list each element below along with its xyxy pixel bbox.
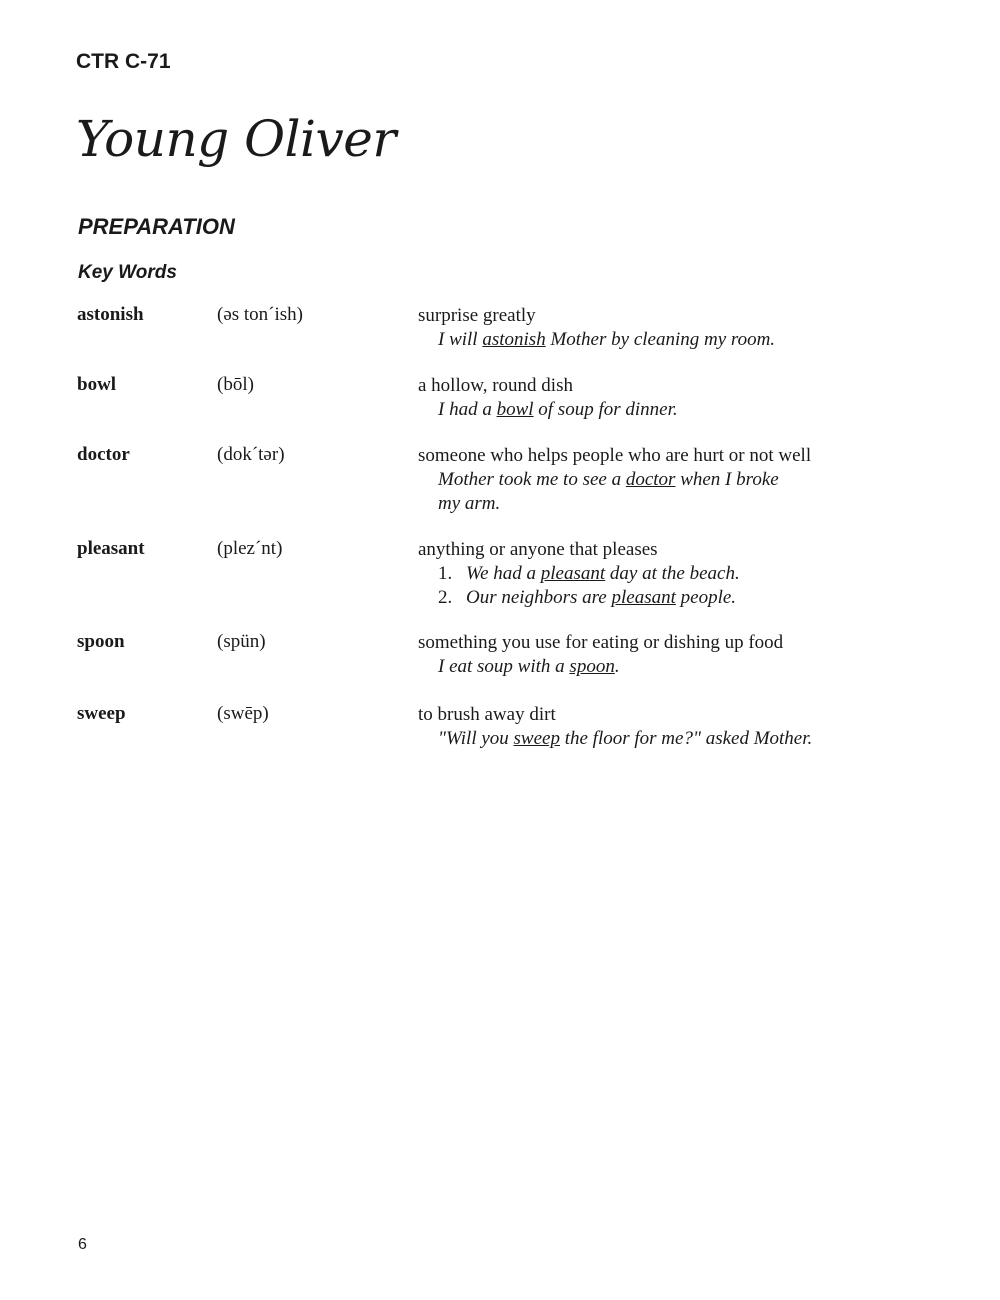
example-number: 2. [438, 587, 453, 608]
entry-word: spoon [77, 631, 125, 652]
example-number: 1. [438, 563, 453, 584]
entry-word: bowl [77, 374, 117, 395]
entry-definition-block [418, 304, 918, 352]
page-title: Young Oliver [76, 110, 396, 168]
entry-word: sweep [77, 703, 126, 724]
entry-definition: someone who helps people who are hurt or not well [418, 445, 812, 466]
example-keyword: astonish [482, 329, 546, 350]
entry-word: pleasant [77, 538, 145, 559]
entry-definition-block [418, 538, 918, 610]
entry-example: Mother took me to see a doctor when I broke [438, 469, 779, 490]
example-keyword: spoon [569, 656, 615, 677]
entry-pronunciation: (spün) [217, 631, 266, 652]
entry-pronunciation: (əs ton´ish) [217, 304, 304, 325]
example-keyword: pleasant [611, 587, 676, 608]
entry-word: doctor [77, 444, 130, 465]
example-keyword: pleasant [540, 563, 606, 584]
entry-definition: to brush away dirt [418, 704, 556, 725]
subsection-heading: Key Words [78, 262, 177, 283]
entry-pronunciation: (plez´nt) [217, 538, 283, 559]
entry-pronunciation: (swēp) [217, 703, 269, 724]
entry-example: I will astonish Mother by cleaning my room. [438, 329, 776, 350]
entry-definition: anything or anyone that pleases [418, 539, 658, 560]
entry-definition: something you use for eating or dishing up food [418, 632, 784, 653]
entry-definition: a hollow, round dish [418, 375, 573, 396]
entry-example: "Will you sweep the floor for me?" asked Mother. [438, 728, 813, 749]
example-keyword: bowl [496, 399, 534, 420]
entry-example-continued: my arm. [438, 493, 501, 514]
example-keyword: doctor [625, 469, 676, 490]
entry-example: I eat soup with a spoon. [438, 656, 620, 677]
section-heading: PREPARATION [78, 214, 235, 239]
entry-definition-block [418, 374, 918, 422]
document-code: CTR C-71 [76, 50, 171, 73]
entry-example: I had a bowl of soup for dinner. [438, 399, 678, 420]
entry-definition: surprise greatly [418, 305, 536, 326]
entry-definition-block [418, 444, 918, 516]
entry-word: astonish [77, 304, 144, 325]
entry-example: 1. We had a pleasant day at the beach. [438, 563, 740, 584]
page-number: 6 [78, 1236, 87, 1253]
entry-example: 2. Our neighbors are pleasant people. [438, 587, 737, 608]
entry-definition-block [418, 631, 918, 679]
example-keyword: sweep [513, 728, 560, 749]
entry-pronunciation: (bōl) [217, 374, 254, 395]
entry-definition-block [418, 703, 918, 751]
entry-pronunciation: (dok´tər) [217, 444, 285, 465]
